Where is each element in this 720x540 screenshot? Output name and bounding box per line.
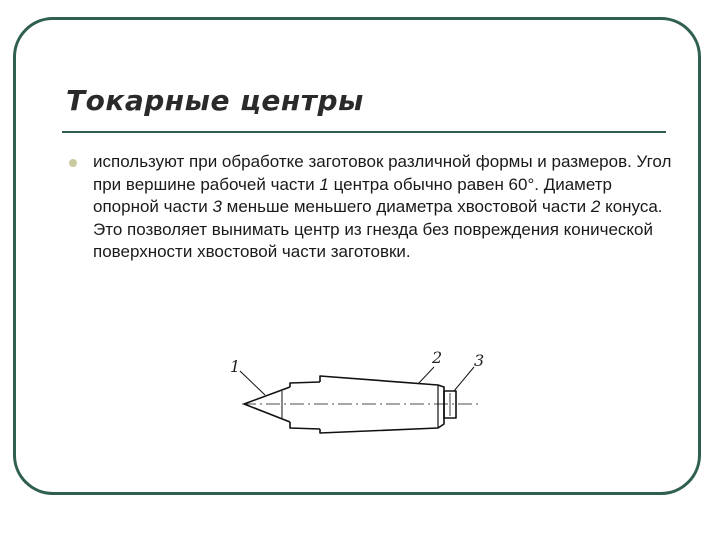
bullet-text <box>93 151 673 264</box>
figure-label-2: 2 <box>432 348 443 367</box>
body-section <box>290 382 320 387</box>
body-text-part-3: меньше меньшего диаметра хвостовой части <box>221 197 591 216</box>
lathe-center-drawing <box>222 345 502 455</box>
body-text-part-4: конуса. Это позволяет вынимать центр из гнезда без повреждения конической поверхности хвостовой части заготовки. <box>93 197 663 261</box>
figure-label-3: 3 <box>474 351 485 370</box>
figure-label-1: 1 <box>230 357 241 376</box>
body-section-bottom <box>290 422 320 429</box>
bullet-dot-icon <box>69 159 77 167</box>
ref-number-2: 2 <box>590 197 601 216</box>
body-text-part-2: центра обычно равен 60°. Диаметр опорной части <box>93 174 612 216</box>
leader-line-3 <box>454 367 474 391</box>
leader-line-2 <box>418 367 434 384</box>
ref-number-1: 1 <box>319 174 329 194</box>
tail-taper <box>320 376 444 433</box>
tip-cone <box>244 387 290 422</box>
leader-line-1 <box>240 371 265 395</box>
body-text-part-1: используют при обработке заготовок различной формы и размеров. Угол при вершине рабочей части <box>93 152 672 194</box>
ref-number-3: 3 <box>212 197 222 216</box>
slide-title: Токарные центры <box>66 84 364 117</box>
title-divider <box>62 131 666 133</box>
